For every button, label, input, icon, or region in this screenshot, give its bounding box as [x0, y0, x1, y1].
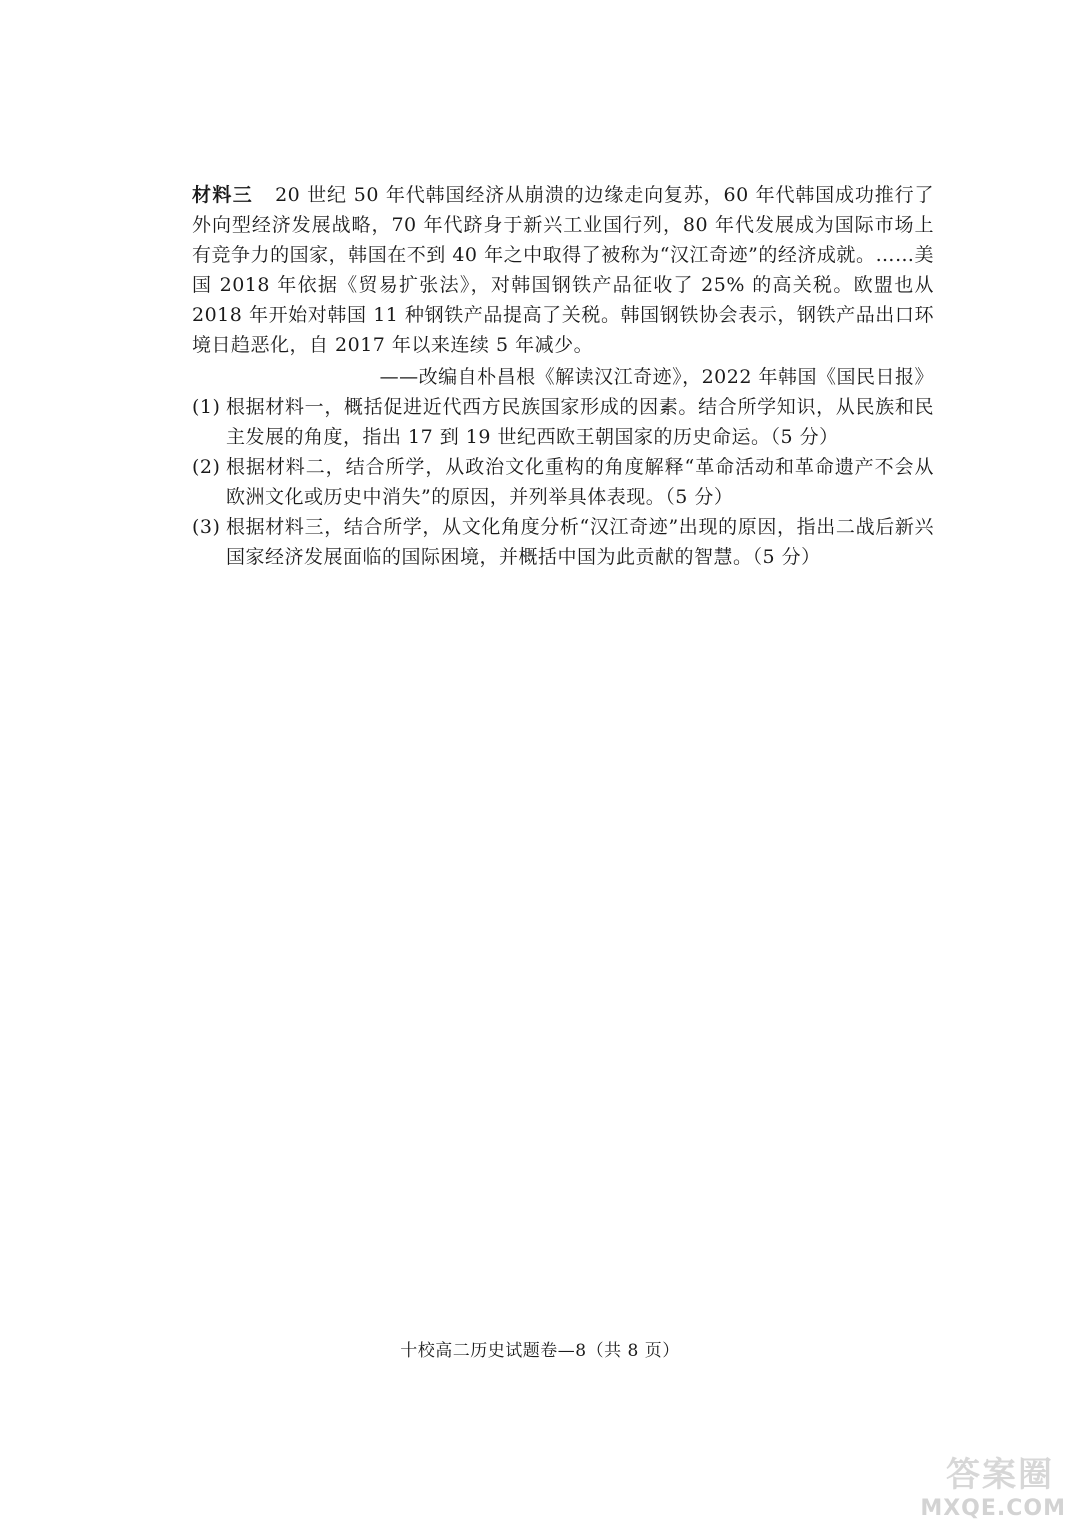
question-text: 根据材料三，结合所学，从文化角度分析“汉江奇迹”出现的原因，指出二战后新兴国家经济发展面临的国际困境，并概括中国为此贡献的智慧。（5 分） — [226, 516, 934, 568]
question-2 — [192, 452, 934, 512]
page-footer: 十校高二历史试题卷—8（共 8 页） — [400, 1341, 680, 1361]
material-three — [192, 180, 934, 360]
material-text: 20 世纪 50 年代韩国经济从崩溃的边缘走向复苏，60 年代韩国成功推行了外向型经济发展战略，70 年代跻身于新兴工业国行列，80 年代发展成为国际市场上有竞争力的国家，韩国在不到 40 年之中取得了被称为“汉江奇迹”的经济成就。……美国 2018 年依据《贸易扩张法》，对韩国钢铁产品征收了 25% 的高关税。欧盟也从 2018 年开始对韩国 11 种钢铁产品提高了关税。韩国钢铁协会表示，钢铁产品出口环境日趋恶化，自 2017 年以来连续 5 年减少。 — [192, 184, 934, 356]
material-source: ——改编自朴昌根《解读汉江奇迹》，2022 年韩国《国民日报》 — [379, 366, 934, 388]
question-text: 根据材料二，结合所学，从政治文化重构的角度解释“革命活动和革命遗产不会从欧洲文化或历史中消失”的原因，并列举具体表现。（5 分） — [226, 456, 934, 508]
question-3 — [192, 512, 934, 572]
question-text: 根据材料一，概括促进近代西方民族国家形成的因素。结合所学知识，从民族和民主发展的角度，指出 17 到 19 世纪西欧王朝国家的历史命运。（5 分） — [226, 396, 934, 448]
question-number: (2) — [192, 456, 221, 478]
watermark-logo — [872, 1447, 1072, 1521]
content-area — [192, 180, 934, 572]
question-number: (3) — [192, 516, 221, 538]
watermark-url: MXQE.COM — [920, 1496, 1066, 1521]
material-label: 材料三 — [192, 184, 254, 206]
question-1 — [192, 392, 934, 452]
watermark-title: 答案圈 — [946, 1455, 1054, 1495]
question-number: (1) — [192, 396, 221, 418]
